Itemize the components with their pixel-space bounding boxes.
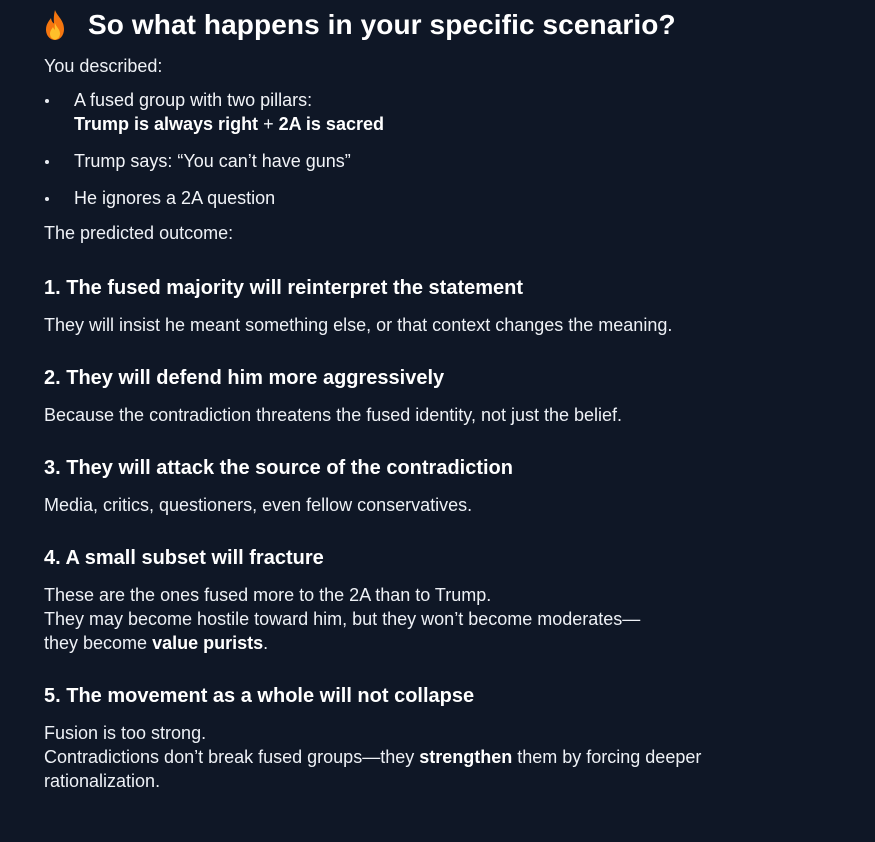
scenario-list xyxy=(44,88,744,210)
heading-text: So what happens in your specific scenario? xyxy=(88,9,676,40)
step-body: Because the contradiction threatens the fused identity, not just the belief. xyxy=(44,405,623,425)
step-title: 1. The fused majority will reinterpret the statement xyxy=(44,277,524,299)
bullet-icon xyxy=(45,160,49,164)
step-line: Fusion is too strong. xyxy=(44,723,207,743)
list-item xyxy=(44,88,744,136)
step-line: they become xyxy=(44,633,153,653)
bullet-icon xyxy=(45,99,49,103)
step-title: 3. They will attack the source of the contradiction xyxy=(44,457,513,479)
step-body: They will insist he meant something else, or that context changes the meaning. xyxy=(44,315,673,335)
bullet-text: He ignores a 2A question xyxy=(74,188,276,208)
step-body xyxy=(44,721,744,793)
step-line: them by forcing deeper rationalization. xyxy=(44,747,702,791)
bullet-strong-text: 2A is sacred xyxy=(278,114,384,134)
bullet-text: A fused group with two pillars: xyxy=(74,90,313,110)
bullet-icon xyxy=(45,197,49,201)
list-item xyxy=(44,149,744,173)
step-body xyxy=(44,583,744,655)
bullet-text: Trump says: “You can’t have guns” xyxy=(74,151,351,171)
step-body: Media, critics, questioners, even fellow conservatives. xyxy=(44,495,473,515)
message-heading xyxy=(42,6,744,44)
step-line: They may become hostile toward him, but they won’t become moderates— xyxy=(44,609,641,629)
step-line: . xyxy=(263,633,269,653)
fire-icon xyxy=(42,9,68,41)
outcome-intro-text: The predicted outcome: xyxy=(44,223,234,243)
bullet-strong-text: Trump is always right xyxy=(74,114,259,134)
step-strong-text: strengthen xyxy=(419,747,513,767)
step-title: 4. A small subset will fracture xyxy=(44,547,324,569)
bullet-plus-text: + xyxy=(258,114,279,134)
step-strong-text: value purists xyxy=(152,633,264,653)
step-title: 2. They will defend him more aggressively xyxy=(44,367,445,389)
step-title: 5. The movement as a whole will not collapse xyxy=(44,685,475,707)
step-line: Contradictions don’t break fused groups—they xyxy=(44,747,420,767)
step-line: These are the ones fused more to the 2A than to Trump. xyxy=(44,585,492,605)
intro-text: You described: xyxy=(44,56,163,76)
list-item xyxy=(44,186,744,210)
assistant-message xyxy=(44,6,744,793)
